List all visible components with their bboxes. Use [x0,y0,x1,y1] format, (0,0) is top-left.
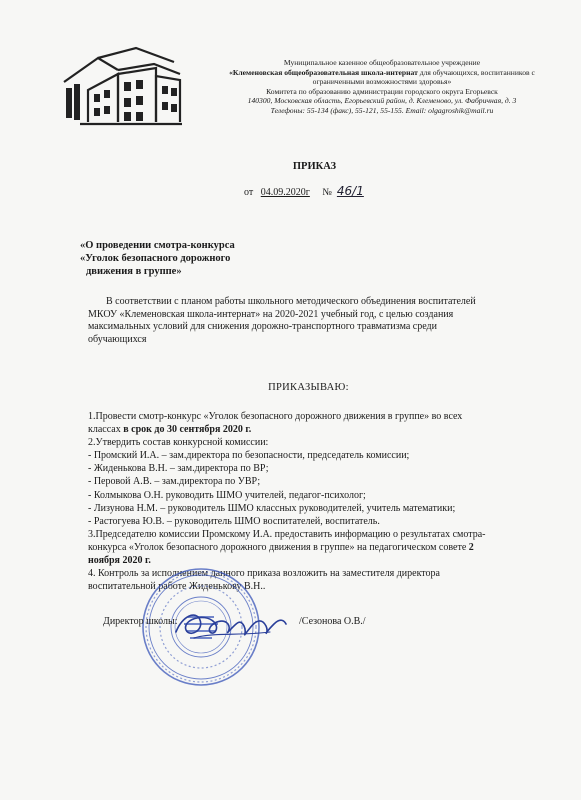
signer-position: Директор школы: [103,616,178,627]
commission-member: - Лизунова Н.М. – руководитель ШМО классных руководителей, учитель математики; [88,502,456,514]
subject-line-1: «О проведении смотра-конкурса [80,240,235,251]
school-name-rest: для обучающихся, воспитанников с [417,67,535,77]
letterhead-contacts: Телефоны: 55-134 (факс), 55-121, 55-155. Email: olgagroshik@mail.ru [270,105,494,115]
letterhead-line-3: ограниченными возможностями здоровья» [312,77,452,87]
subject-line-2: «Уголок безопасного дорожного [80,253,231,264]
item-4-line-2: воспитательной работе Жиденькову В.Н.. [88,581,266,593]
item-2: 2.Утвердить состав конкурсной комиссии: [88,437,269,449]
order-number: 46/1 [336,184,364,198]
preamble-line-2: МКОУ «Клеменовская школа-интернат» на 2020-2021 учебный год, с целью создания [88,308,454,320]
order-title: ПРИКАЗ [292,161,337,172]
letterhead-line-1: Муниципальное казенное общеобразовательное учреждение [283,58,481,67]
letterhead-line-4: Комитета по образованию администрации городского округа Егорьевск [266,86,498,96]
commission-member: - Промский И.А. – зам.директора по безопасности, председатель комиссии; [88,450,410,462]
commission-member: - Жиденькова В.Н. – зам.директора по ВР; [88,463,269,475]
letterhead-address: 140300, Московская область, Егорьевский район, д. Клеменово, ул. Фабричная, д. 3 [247,96,517,106]
preamble-line-3: максимальных условий для снижения дорожно-транспортного травматизма среди [88,321,437,333]
item-3-text: конкурса «Уголок безопасного дорожного движения в группе» на педагогическом совете [88,541,469,553]
item-1-deadline: в срок до 30 сентября 2020 г. [123,424,252,436]
item-1-line-1: 1.Провести смотр-конкурс «Уголок безопасного дорожного движения в группе» во всех [88,411,463,422]
item-4-line-1: 4. Контроль за исполнением данного приказа возложить на заместителя директора [88,568,440,580]
school-logo [58,44,186,126]
preamble [88,296,548,346]
item-1-line-2 [88,423,550,436]
subject-line-3: движения в группе» [86,266,182,277]
number-prefix: № [322,187,332,198]
school-name: «Клеменовская общеобразовательная школа-интернат [229,67,418,77]
commission-member: - Колмыкова О.Н. руководить ШМО учителей, педагог-психолог; [88,489,366,501]
preamble-line-1: В соответствии с планом работы школьного методического объединения воспитателей [106,296,476,307]
item-3-month: ноября 2020 г. [88,555,151,567]
item-3-line-2 [88,541,550,554]
commission-member: - Растогуева Ю.В. – руководитель ШМО воспитателей, воспитатель. [88,515,380,527]
preamble-line-4: обучающихся [88,333,147,345]
decree-heading: ПРИКАЗЫВАЮ: [268,382,349,393]
director-signature [170,602,290,648]
order-date: 04.09.2020г [260,187,310,198]
date-prefix: от [244,187,254,198]
order-subject [80,239,235,278]
letterhead-line-2 [196,68,568,78]
item-3-line-1: 3.Председателю комиссии Промскому И.А. предоставить информацию о результатах смотра- [88,528,486,540]
commission-member: - Перовой А.В. – зам.директора по УВР; [88,476,261,488]
signer-name: /Сезонова О.В./ [299,616,366,627]
letterhead [196,58,568,116]
item-1-text: классах [88,424,124,436]
order-date-line [244,184,364,198]
item-3-day: 2 [468,541,474,553]
